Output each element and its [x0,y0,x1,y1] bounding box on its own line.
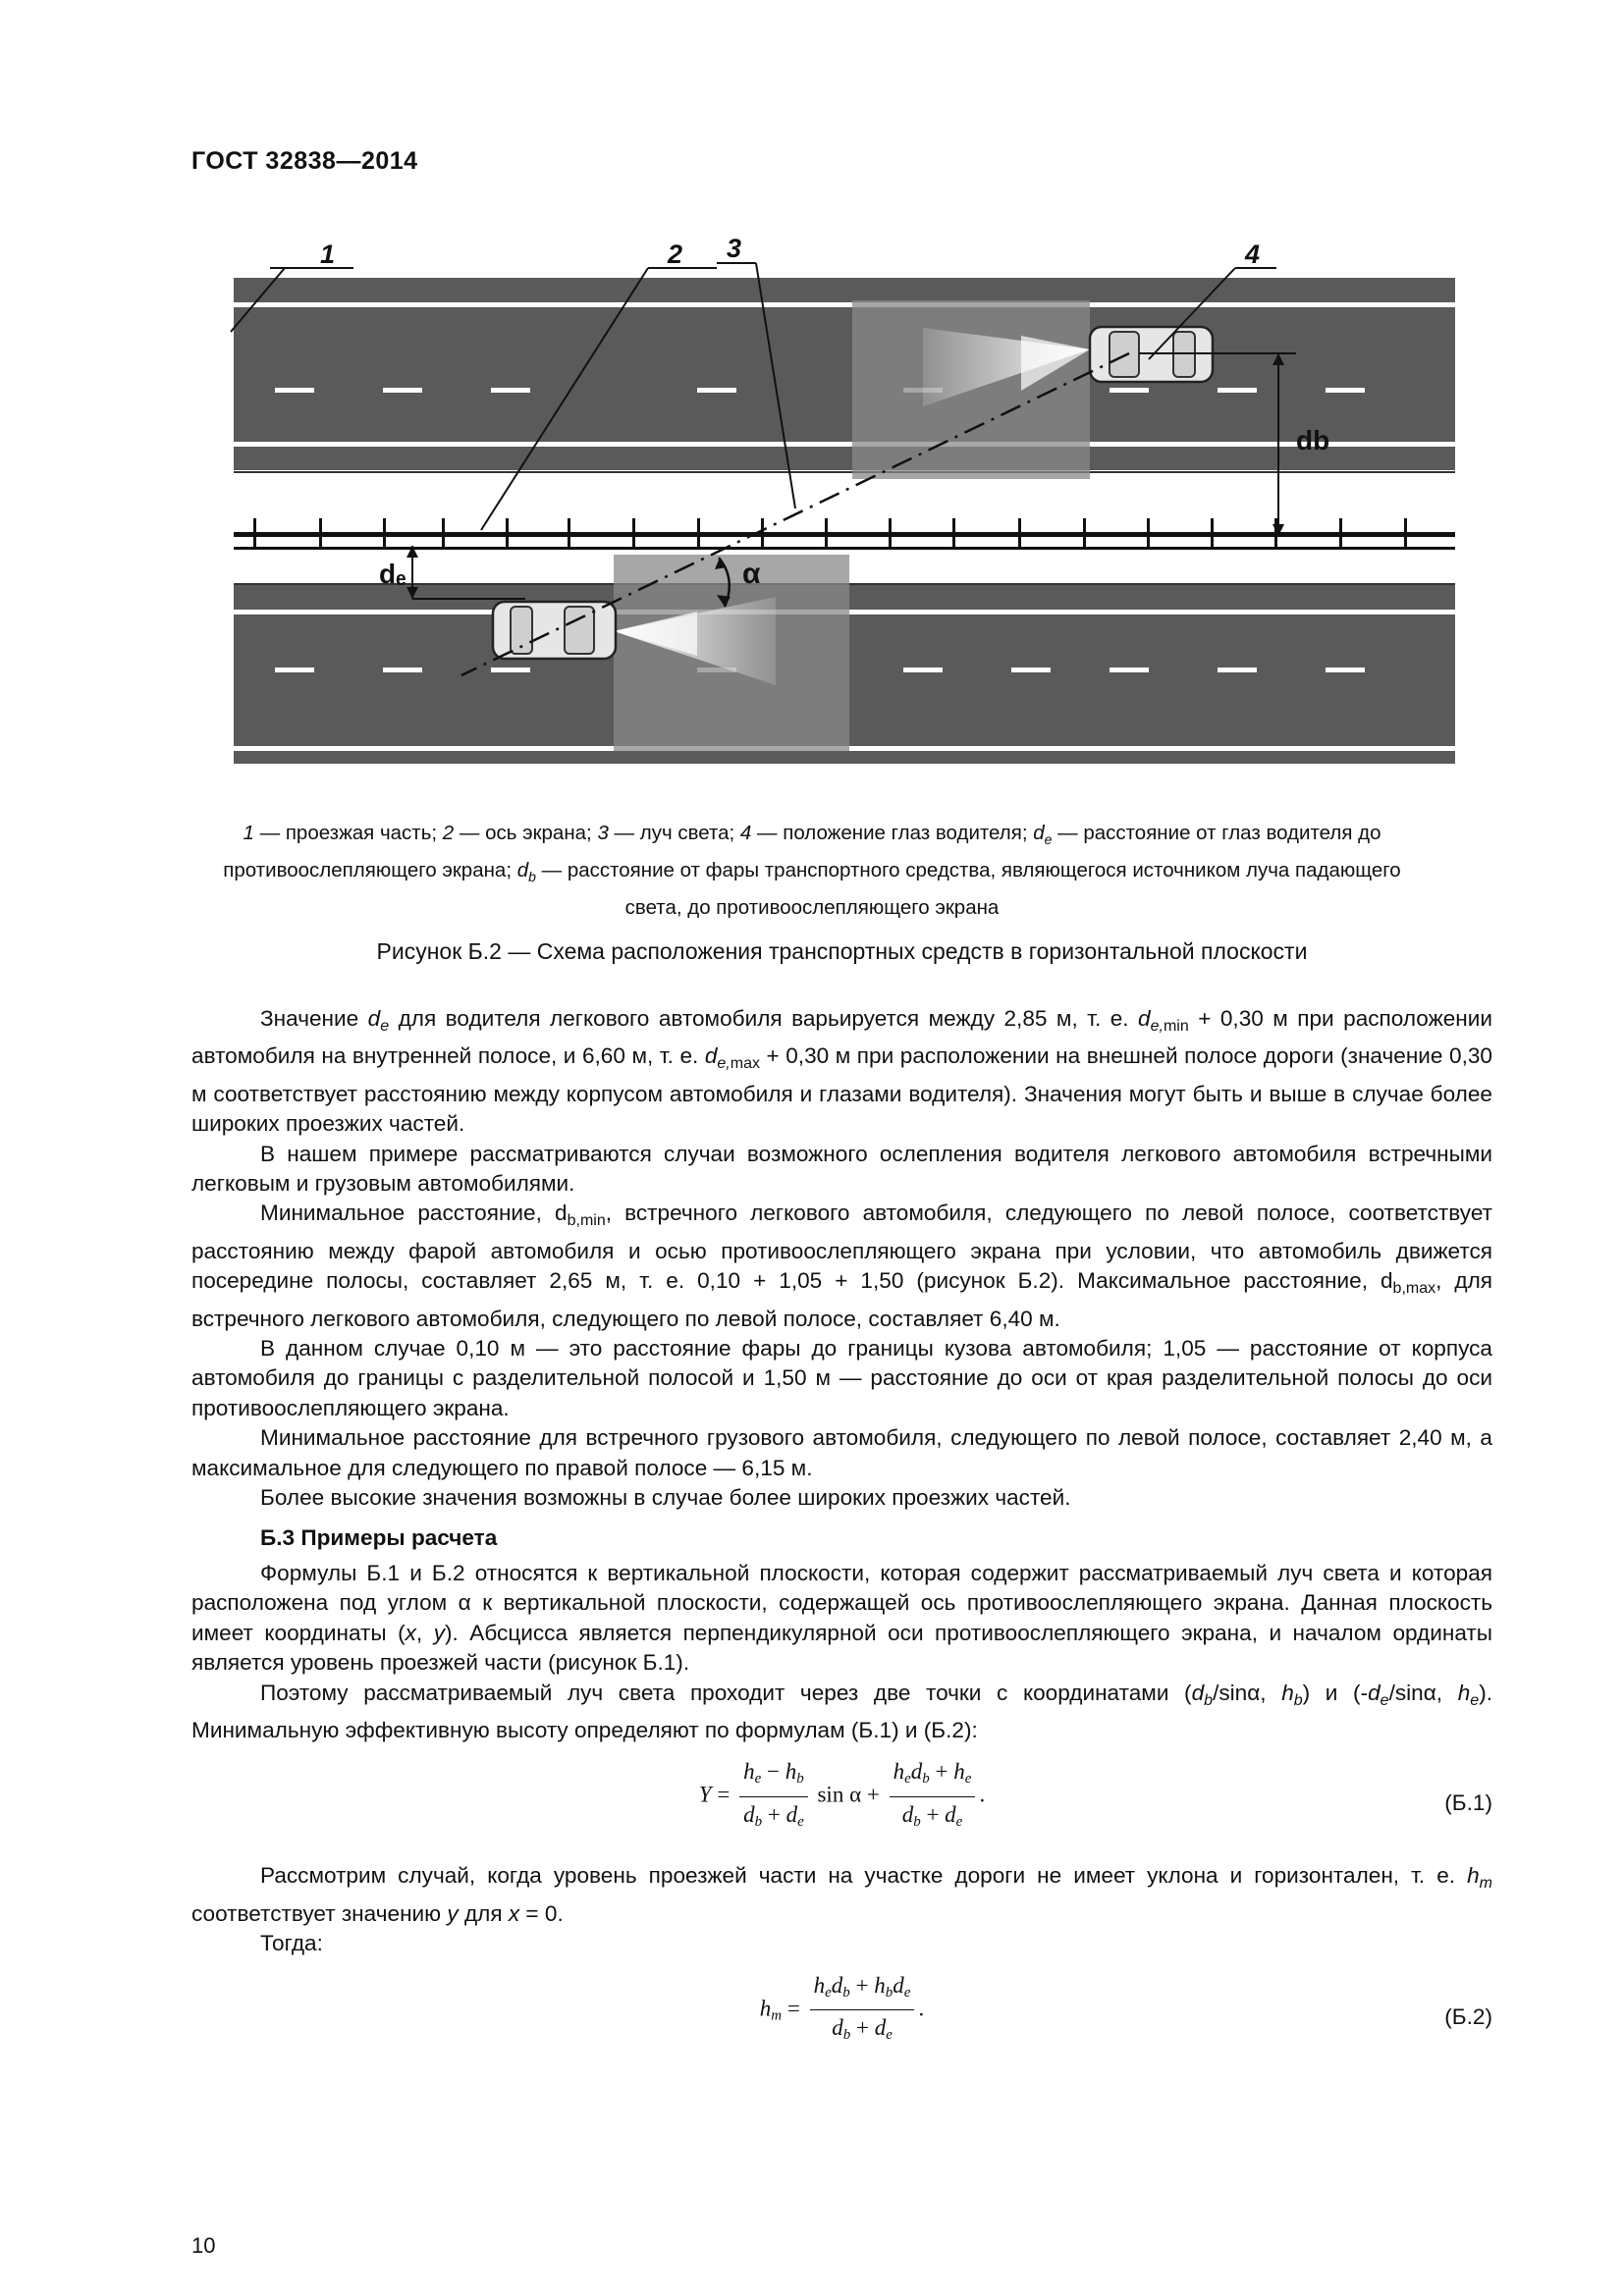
paragraph-7: Формулы Б.1 и Б.2 относятся к вертикальной плоскости, которая содержит рассматриваемый луч света и которая расположена под углом α к вертикальной плоскости, содержащей ось противоослепляющего экрана. Данная плоскость имеет координаты (x, y). Абсцисса является перпендикулярной оси противоослепляющего экрана, и началом ординаты является уровень проезжей части (рисунок Б.1). [191,1560,1492,1676]
callout-1: 1 [320,240,336,269]
document-header: ГОСТ 32838—2014 [191,147,418,175]
legend-text-4: — положение глаз водителя; [751,822,1034,844]
road-diagram [147,234,1477,783]
body-text [191,1004,1492,2075]
legend-text-2: — ось экрана; [454,822,598,844]
callout-3: 3 [727,234,742,263]
legend-key-3: 3 [597,822,609,844]
section-heading: Б.3 Примеры расчета [260,1524,498,1550]
callout-2: 2 [668,240,683,269]
paragraph-10: Тогда: [260,1931,323,1956]
paragraph-5: Минимальное расстояние для встречного грузового автомобиля, следующего по левой полосе, составляет 2,40 м, а максимальное для следующего по правой полосе — 6,15 м. [191,1425,1492,1480]
legend-key-db: $d_b$ [516,859,536,885]
label-alpha: α [742,558,761,590]
figure-title: Рисунок Б.2 — Схема расположения транспортных средств в горизонтальной плоскости [376,938,1308,964]
screen-axis [234,532,1455,537]
legend-key-2: 2 [442,822,455,844]
paragraph-3: Минимальное расстояние, $d_{b,min}$, встречного легкового автомобиля, следующего по левой полосе, соответствует расстоянию между фарой автомобиля и осью противоослепляющего экрана при условии, что автомобиль движется посередине полосы, составляет 2,65 м, т. е. 0,10 + 1,05 + 1,50 (рисунок Б.2). Максимальное расстояние, $d_{b,max}$, для встречного легкового автомобиля, следующего по левой полосе, составляет 6,40 м. [191,1201,1492,1331]
formula-b1-number: (Б.1) [1444,1790,1492,1816]
paragraph-2: В нашем примере рассматриваются случаи возможного ослепления водителя легкового автомобиля встречными легковым и грузовым автомобилями. [191,1141,1492,1197]
callout-4: 4 [1245,240,1261,269]
paragraph-4: В данном случае 0,10 м — это расстояние фары до границы кузова автомобиля; 1,05 — расстояние от корпуса автомобиля до границы с разделительной полосой и 1,50 м — расстояние до оси от края разделительной полосы до оси противоослепляющего экрана. [191,1336,1492,1420]
paragraph-1: Значение $d_e$ для водителя легкового автомобиля варьируется между 2,85 м, т. е. $d_{e,min} + 0,30$ м при расположении автомобиля на внутренней полосе, и 6,60 м, т. е. $d_{e,max} + 0,30$ м при расположении на внешней полосе дороги (значение 0,30 м соответствует расстоянию между корпусом автомобиля и глазами водителя). Значения могут быть и выше в случае более широких проезжих частей. [191,1006,1493,1137]
legend-text-db: — расстояние от фары транспортного средства, являющегося источником луча падающего света, до противоослепляющего экрана [535,859,1401,920]
formula-b2-number: (Б.2) [1444,2003,1492,2029]
legend-text-3: — луч света; [608,822,740,844]
formula-b1: Y = $\frac{he - hb}{db + de}$ sin α + $\frac{\text{hedb + he}}{db + de}$ . (Б.1) [698,1759,1492,1830]
legend-key-4: 4 [739,822,752,844]
label-db: db [1296,425,1330,455]
formula-b2: hm = $\frac{\text{hedb + hbde}}{db + de}$ . (Б.2) [759,1972,1492,2043]
paragraph-6: Более высокие значения возможны в случае более широких проезжих частей. [260,1485,1071,1511]
figure-legend [201,818,1423,923]
legend-text-de: — расстояние от глаз водителя до противоослепляющего экрана; [223,822,1381,882]
label-de: dₑ [379,559,406,589]
legend-key-de: $d_e$ [1033,822,1053,848]
paragraph-9: Рассмотрим случай, когда уровень проезжей части на участке дороги не имеет уклона и горизонтален, т. е. $h_m$ соответствует значению y для x = 0. [191,1863,1492,1926]
legend-text-1: — проезжая часть; [253,822,443,844]
paragraph-8: Поэтому рассматриваемый луч света проходит через две точки с координатами ($d_b$/sinα, $h_b$) и ($-d_e$/sinα, $h_e$). Минимальную эффективную высоту определяют по формулам (Б.1) и (Б.2): [191,1680,1492,1742]
page-number: 10 [191,2233,216,2258]
legend-key-1: 1 [243,822,254,844]
